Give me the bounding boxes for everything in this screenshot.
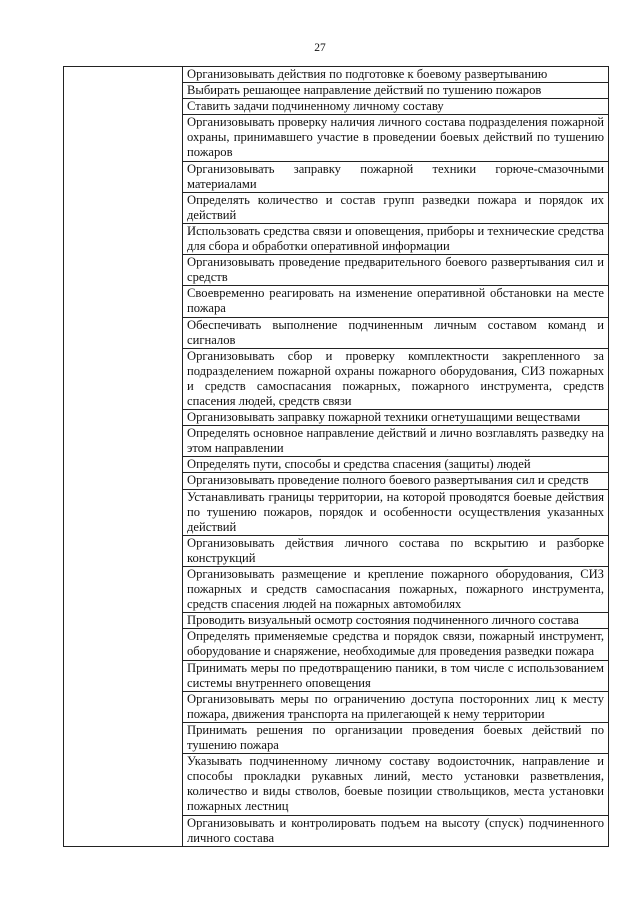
row-text: Организовывать заправку пожарной техники огнетушащими веществами: [187, 410, 581, 425]
row-text: Организовывать заправку пожарной техники горюче-смазочными материалами: [187, 161, 604, 191]
table-row: [183, 254, 608, 285]
row-text: Организовывать размещение и крепление пожарного оборудования, СИЗ пожарных и средств самоспасания пожарных, пожарного инструмента, средств спасения людей на пожарных автомобилях: [187, 567, 604, 612]
row-text: Проводить визуальный осмотр состояния подчиненного личного состава: [187, 613, 579, 628]
row-text: Обеспечивать выполнение подчиненным личным составом команд и сигналов: [187, 317, 604, 347]
row-text: Определять пути, способы и средства спасения (защиты) людей: [187, 457, 531, 472]
row-text: Организовывать сбор и проверку комплектности закрепленного за подразделением пожарной охраны пожарного оборудования, СИЗ пожарных и средств самоспасания пожарных, пожарного инструмента, средств спасения людей, средств связи: [187, 348, 604, 408]
row-text: Организовывать проведение полного боевого развертывания сил и средств: [187, 473, 589, 488]
row-text: Организовывать проведение предварительного боевого развертывания сил и средств: [187, 255, 604, 285]
table-row: [183, 161, 608, 192]
row-text: Выбирать решающее направление действий по тушению пожаров: [187, 83, 542, 98]
table-row: [183, 425, 608, 456]
row-text: Организовывать действия личного состава по вскрытию и разборке конструкций: [187, 535, 604, 565]
table-row: [183, 660, 608, 691]
table-row: [183, 535, 608, 566]
row-text: Организовывать и контролировать подъем на высоту (спуск) подчиненного личного состава: [187, 815, 604, 845]
table-row: [183, 285, 608, 316]
row-text: Организовывать действия по подготовке к боевому развертыванию: [187, 67, 548, 81]
row-text: Указывать подчиненному личному составу водоисточник, направление и способы прокладки рукавных линий, место установки разветвления, количество и виды стволов, боевые позиции ствольщиков, места установки пожарных лестниц: [187, 754, 604, 814]
row-text: Устанавливать границы территории, на которой проводятся боевые действия по тушению пожаров, порядок и особенности осуществления указанных действий: [187, 489, 604, 534]
row-text: Определять применяемые средства и порядок связи, пожарный инструмент, оборудование и снаряжение, необходимые для проведения разведки пожара: [187, 629, 604, 659]
table-row: [183, 409, 608, 425]
page-number: 27: [314, 42, 326, 54]
table-row: [183, 489, 608, 535]
row-text: Принимать меры по предотвращению паники, в том числе с использованием системы внутреннего оповещения: [187, 660, 604, 690]
table-row: [183, 628, 608, 659]
row-text: Принимать решения по организации проведения боевых действий по тушению пожара: [187, 722, 604, 753]
table-row: [183, 815, 608, 846]
table-left-column: [64, 67, 183, 846]
skills-table: [63, 66, 609, 847]
table-row: [183, 348, 608, 409]
row-text: Своевременно реагировать на изменение оперативной обстановки на месте пожара: [187, 286, 604, 316]
table-row: [183, 612, 608, 628]
table-row: [183, 691, 608, 722]
table-row: [183, 472, 608, 488]
table-row: [183, 566, 608, 612]
table-right-column: [183, 67, 608, 846]
row-text: Определять количество и состав групп разведки пожара и порядок их действий: [187, 192, 604, 222]
table-row: [183, 456, 608, 472]
table-row: [183, 753, 608, 814]
row-text: Использовать средства связи и оповещения, приборы и технические средства для сбора и обработки оперативной информации: [187, 223, 604, 254]
table-row: [183, 98, 608, 114]
row-text: Определять основное направление действий и лично возглавлять разведку на этом направлении: [187, 426, 604, 456]
table-row: [183, 317, 608, 348]
table-row: [183, 223, 608, 254]
table-row: [183, 67, 608, 82]
row-text: Ставить задачи подчиненному личному составу: [187, 99, 444, 114]
table-row: [183, 82, 608, 98]
table-row: [183, 722, 608, 753]
row-text: Организовывать проверку наличия личного состава подразделения пожарной охраны, принимавшего участие в проведении боевых действий по тушению пожаров: [187, 115, 604, 160]
table-row: [183, 114, 608, 160]
table-row: [183, 192, 608, 223]
row-text: Организовывать меры по ограничению доступа посторонних лиц к месту пожара, движения транспорта на прилегающей к нему территории: [187, 691, 604, 721]
